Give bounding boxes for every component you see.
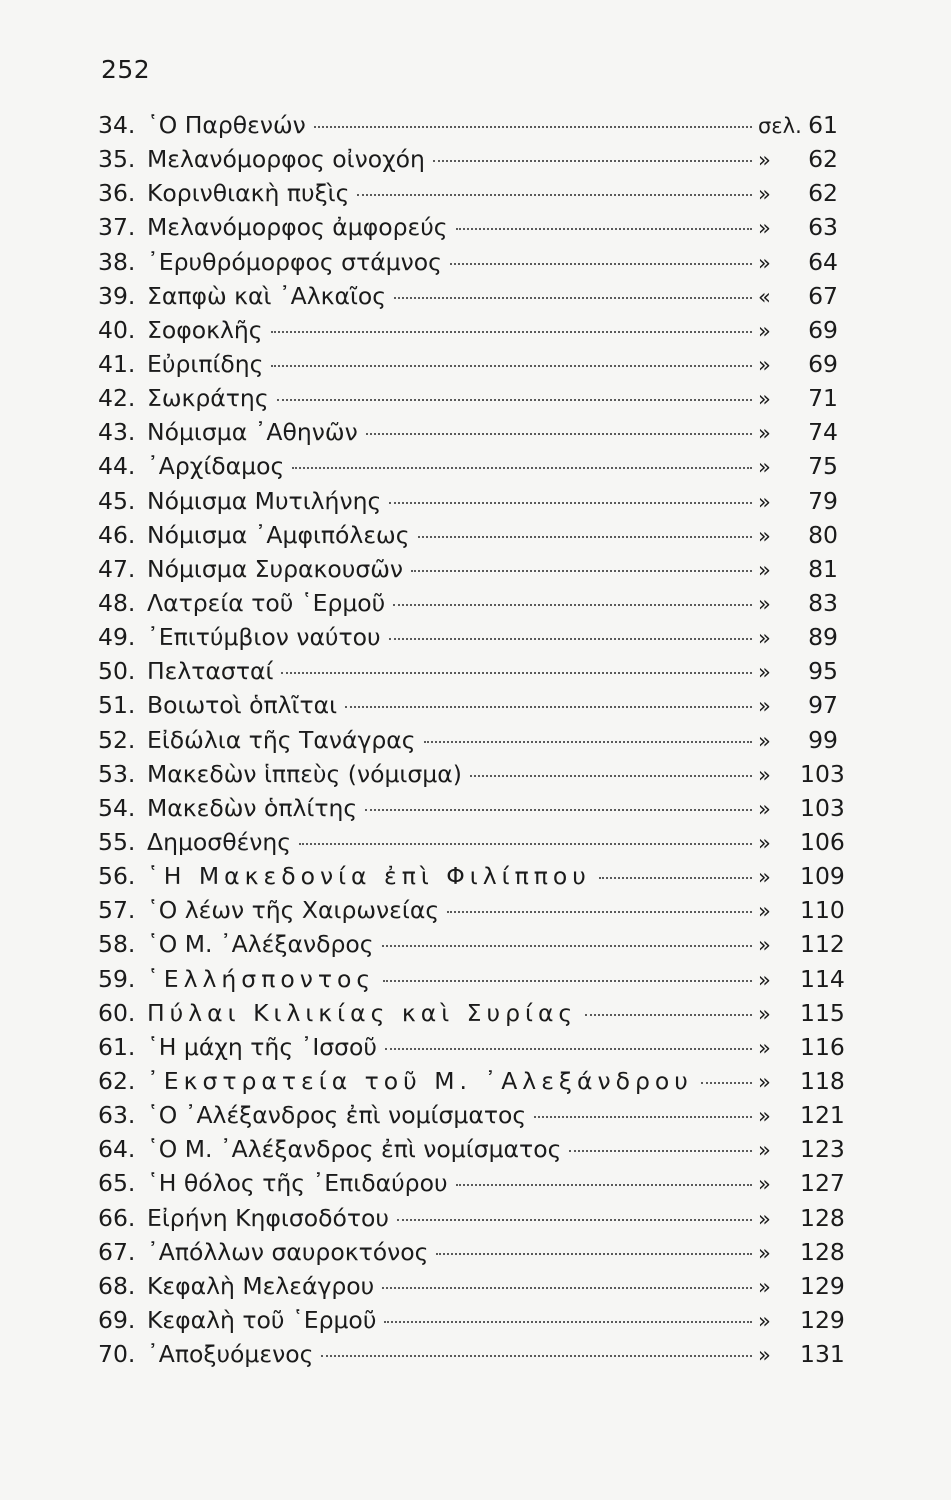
dot-leader [585, 1014, 752, 1016]
entry-title: Κεφαλὴ Μελεάγρου [147, 1271, 375, 1300]
dot-leader [271, 365, 752, 367]
entry-title: Σαπφὼ καὶ ᾿Αλκαῖος [147, 281, 387, 310]
dot-leader [447, 911, 752, 913]
dot-leader [357, 194, 752, 196]
toc-entry [98, 930, 845, 964]
entry-number: 67. [98, 1237, 136, 1266]
entry-page: 106 [800, 827, 845, 856]
toc-entry [98, 1203, 845, 1238]
page-marker: » [758, 1308, 771, 1333]
entry-number: 46. [98, 520, 136, 549]
toc-entry [98, 452, 838, 486]
toc-entry [98, 384, 838, 418]
entry-page: 97 [808, 691, 838, 720]
page-marker: » [758, 967, 771, 992]
entry-title: ῾Ελλήσποντος [147, 964, 376, 993]
dot-leader [569, 1150, 752, 1152]
entry-number: 48. [98, 588, 136, 617]
dot-leader [701, 1082, 752, 1084]
entry-number: 41. [98, 349, 136, 378]
page-marker: » [758, 148, 771, 173]
toc-entry [98, 862, 845, 896]
entry-title: Δημοσθένης [147, 827, 292, 856]
entry-title: Νόμισμα Συρακουσῶν [147, 554, 404, 583]
entry-page: 95 [808, 657, 838, 686]
dot-leader [433, 160, 752, 162]
entry-number: 39. [98, 281, 136, 310]
entry-page: 123 [800, 1135, 845, 1164]
entry-page: 69 [808, 315, 838, 344]
page-marker: » [758, 1035, 771, 1060]
entry-title: ᾿Ερυθρόμορφος στάμνος [147, 247, 442, 276]
dot-leader [292, 467, 752, 469]
entry-number: 60. [98, 998, 136, 1027]
entry-title: ῾Η Μακεδονία ἐπὶ Φιλίππου [147, 862, 591, 891]
entry-page: 71 [808, 384, 838, 413]
entry-number: 52. [98, 725, 136, 754]
entry-page: 103 [800, 793, 845, 822]
dot-leader [366, 433, 752, 435]
entry-number: 37. [98, 213, 136, 242]
entry-title: Νόμισμα Μυτιλήνης [147, 486, 382, 515]
entry-number: 36. [98, 179, 136, 208]
page-marker: » [758, 1206, 771, 1231]
entry-page: 64 [808, 247, 838, 276]
entry-title: Βοιωτοὶ ὁπλῖται [147, 691, 338, 720]
entry-page: 83 [808, 588, 838, 617]
entry-title: ᾿Απόλλων σαυροκτόνος [147, 1237, 429, 1266]
toc-entry [98, 555, 838, 589]
dot-leader [599, 877, 752, 879]
dot-leader [389, 502, 752, 504]
toc-entry [98, 487, 838, 521]
toc-entry [98, 111, 838, 145]
entry-page: 74 [808, 418, 838, 447]
entry-number: 53. [98, 759, 136, 788]
entry-title: ᾿Αρχίδαμος [147, 452, 285, 481]
toc-entry [98, 316, 838, 350]
toc-entry [98, 1169, 845, 1203]
dot-leader [397, 1219, 752, 1221]
entry-page: 118 [800, 1066, 845, 1095]
page-marker: « [758, 284, 771, 309]
toc-entry [98, 248, 838, 282]
entry-number: 56. [98, 862, 136, 891]
dot-leader [365, 809, 752, 811]
toc-entry [98, 1135, 845, 1169]
entry-page: 80 [808, 520, 838, 549]
page-marker: » [758, 1069, 771, 1094]
toc-entry [98, 964, 845, 999]
page-marker: » [758, 421, 771, 446]
entry-page: 79 [808, 486, 838, 515]
dot-leader [534, 1116, 752, 1118]
entry-page: 110 [800, 896, 845, 925]
dot-leader [321, 1355, 752, 1357]
entry-title: Μακεδὼν ὁπλίτης [147, 793, 358, 822]
toc-entry [98, 589, 838, 623]
entry-number: 51. [98, 691, 136, 720]
dot-leader [384, 1321, 752, 1323]
toc-entry [98, 1032, 845, 1067]
entry-page: 129 [800, 1305, 845, 1334]
toc-entry [98, 282, 838, 316]
toc-entry [98, 213, 838, 247]
entry-number: 44. [98, 452, 136, 481]
dot-leader [450, 263, 752, 265]
toc-entry [98, 1066, 845, 1101]
page-marker: » [758, 1172, 771, 1197]
entry-page: 109 [800, 862, 845, 891]
dot-leader [393, 604, 752, 606]
toc-entry [98, 1340, 845, 1374]
toc-entry [98, 759, 845, 794]
entry-title: Νόμισμα ᾿Αμφιπόλεως [147, 520, 410, 549]
toc-entry [98, 1305, 845, 1340]
entry-page: 131 [800, 1340, 845, 1369]
entry-page: 62 [808, 145, 838, 174]
page-marker: » [758, 1343, 771, 1368]
dot-leader [299, 843, 752, 845]
toc-entry [98, 623, 838, 657]
dot-leader [382, 1287, 752, 1289]
page-marker: » [758, 865, 771, 890]
entry-page: 127 [800, 1169, 845, 1198]
entry-title: Κορινθιακὴ πυξὶς [147, 179, 350, 208]
toc-entry [98, 1237, 845, 1272]
entry-page: 81 [808, 554, 838, 583]
dot-leader [382, 945, 752, 947]
toc-entry [98, 179, 838, 213]
page-marker: » [758, 1104, 771, 1129]
page-marker: » [758, 830, 771, 855]
entry-title: ᾿Επιτύμβιον ναύτου [147, 623, 381, 652]
entry-page: 75 [808, 452, 838, 481]
entry-page: 67 [808, 281, 838, 310]
entry-number: 34. [98, 111, 136, 139]
entry-page: 69 [808, 349, 838, 378]
toc-entry [98, 793, 845, 828]
entry-number: 49. [98, 623, 136, 652]
dot-leader [277, 399, 752, 401]
entry-page: 61 [808, 111, 838, 139]
entry-number: 59. [98, 964, 136, 993]
entry-number: 64. [98, 1135, 136, 1164]
toc-entry [98, 896, 845, 930]
page-marker: » [758, 1240, 771, 1265]
entry-page: 128 [800, 1203, 845, 1232]
page-marker: » [758, 933, 771, 958]
entry-page: 62 [808, 179, 838, 208]
entry-title: ᾿Αποξυόμενος [147, 1340, 314, 1369]
entry-page: 89 [808, 623, 838, 652]
page-marker: » [758, 182, 771, 207]
entry-page: 121 [800, 1101, 845, 1130]
entry-title: Λατρεία τοῦ ῾Ερμοῦ [147, 588, 386, 617]
page-marker: » [758, 762, 771, 787]
toc-entry [98, 657, 838, 691]
dot-leader [456, 228, 752, 230]
entry-title: Πελτασταί [147, 657, 274, 686]
entry-page: 116 [800, 1032, 845, 1061]
entry-number: 43. [98, 418, 136, 447]
entry-number: 54. [98, 793, 136, 822]
page-marker: » [758, 1138, 771, 1163]
dot-leader [345, 706, 752, 708]
dot-leader [383, 980, 752, 982]
page-marker: » [758, 796, 771, 821]
entry-page: 128 [800, 1237, 845, 1266]
entry-number: 69. [98, 1305, 136, 1334]
entry-number: 55. [98, 827, 136, 856]
dot-leader [314, 126, 752, 128]
page-marker: » [758, 318, 771, 343]
page-marker: » [758, 591, 771, 616]
entry-title: ῾Ο Παρθενών [147, 111, 306, 139]
entry-number: 58. [98, 930, 136, 959]
dot-leader [456, 1184, 752, 1186]
toc-entry [98, 350, 838, 384]
entry-number: 68. [98, 1271, 136, 1300]
toc-entry [98, 521, 838, 555]
dot-leader [389, 638, 752, 640]
page-marker: » [758, 1001, 771, 1026]
page-marker: » [758, 216, 771, 241]
entry-number: 57. [98, 896, 136, 925]
dot-leader [411, 570, 752, 572]
entry-number: 42. [98, 384, 136, 413]
dot-leader [470, 775, 752, 777]
entry-page: 115 [800, 998, 845, 1027]
entry-title: Μελανόμορφος ἀμφορεύς [147, 213, 448, 242]
page-marker: » [758, 523, 771, 548]
dot-leader [418, 536, 752, 538]
entry-number: 61. [98, 1032, 136, 1061]
page-marker: » [758, 626, 771, 651]
toc-entry [98, 998, 845, 1033]
entry-title: ῾Ο λέων τῆς Χαιρωνείας [147, 896, 440, 925]
entry-page: 129 [800, 1271, 845, 1300]
page-marker: » [758, 694, 771, 719]
entry-page: 63 [808, 213, 838, 242]
toc-entry [98, 726, 838, 760]
entry-page: 112 [800, 930, 845, 959]
page-marker: σελ. [758, 114, 802, 138]
entry-number: 35. [98, 145, 136, 174]
entry-title: Εἰδώλια τῆς Τανάγρας [147, 725, 416, 754]
entry-page: 99 [808, 725, 838, 754]
page-marker: » [758, 352, 771, 377]
entry-page: 103 [800, 759, 845, 788]
toc-entry [98, 1271, 845, 1306]
entry-number: 70. [98, 1340, 136, 1369]
dot-leader [271, 331, 752, 333]
entry-title: Εἰρήνη Κηφισοδότου [147, 1203, 390, 1232]
toc-entry [98, 1101, 845, 1135]
entry-title: ῾Ο Μ. ᾿Αλέξανδρος [147, 930, 374, 959]
entry-title: Σοφοκλῆς [147, 315, 263, 344]
entry-number: 62. [98, 1066, 136, 1095]
entry-title: Εὐριπίδης [147, 349, 264, 378]
dot-leader [424, 741, 752, 743]
table-of-contents [98, 111, 845, 1374]
entry-number: 38. [98, 247, 136, 276]
toc-entry [98, 827, 845, 862]
entry-title: Κεφαλὴ τοῦ ῾Ερμοῦ [147, 1305, 377, 1334]
entry-number: 40. [98, 315, 136, 344]
dot-leader [281, 672, 752, 674]
entry-number: 47. [98, 554, 136, 583]
toc-entry [98, 145, 838, 179]
toc-entry [98, 418, 838, 452]
page-marker: » [758, 1274, 771, 1299]
entry-page: 114 [800, 964, 845, 993]
page-marker: » [758, 899, 771, 924]
entry-number: 45. [98, 486, 136, 515]
entry-title: ῾Ο Μ. ᾿Αλέξανδρος ἐπὶ νομίσματος [147, 1135, 562, 1164]
entry-title: Νόμισμα ᾿Αθηνῶν [147, 418, 358, 447]
entry-title: ῾Η μάχη τῆς ᾿Ισσοῦ [147, 1032, 378, 1061]
entry-title: ᾿Εκστρατεία τοῦ Μ. ᾿Αλεξάνδρου [147, 1066, 693, 1095]
dot-leader [385, 1048, 752, 1050]
entry-title: Μακεδὼν ἱππεὺς (νόμισμα) [147, 759, 462, 788]
entry-number: 50. [98, 657, 136, 686]
entry-title: ῾Ο ᾿Αλέξανδρος ἐπὶ νομίσματος [147, 1101, 527, 1130]
entry-number: 65. [98, 1169, 136, 1198]
page-marker: » [758, 660, 771, 685]
entry-title: Σωκράτης [147, 384, 269, 413]
page-marker: » [758, 557, 771, 582]
page-marker: » [758, 728, 771, 753]
entry-title: ῾Η θόλος τῆς ᾿Επιδαύρου [147, 1169, 448, 1198]
page-number: 252 [101, 55, 151, 84]
page-marker: » [758, 489, 771, 514]
entry-title: Μελανόμορφος οἰνοχόη [147, 145, 425, 174]
entry-number: 63. [98, 1101, 136, 1130]
page-marker: » [758, 250, 771, 275]
entry-number: 66. [98, 1203, 136, 1232]
page-marker: » [758, 455, 771, 480]
dot-leader [394, 297, 752, 299]
page-marker: » [758, 387, 771, 412]
toc-entry [98, 691, 838, 725]
entry-title: Πύλαι Κιλικίας καὶ Συρίας [147, 998, 578, 1027]
dot-leader [436, 1253, 752, 1255]
